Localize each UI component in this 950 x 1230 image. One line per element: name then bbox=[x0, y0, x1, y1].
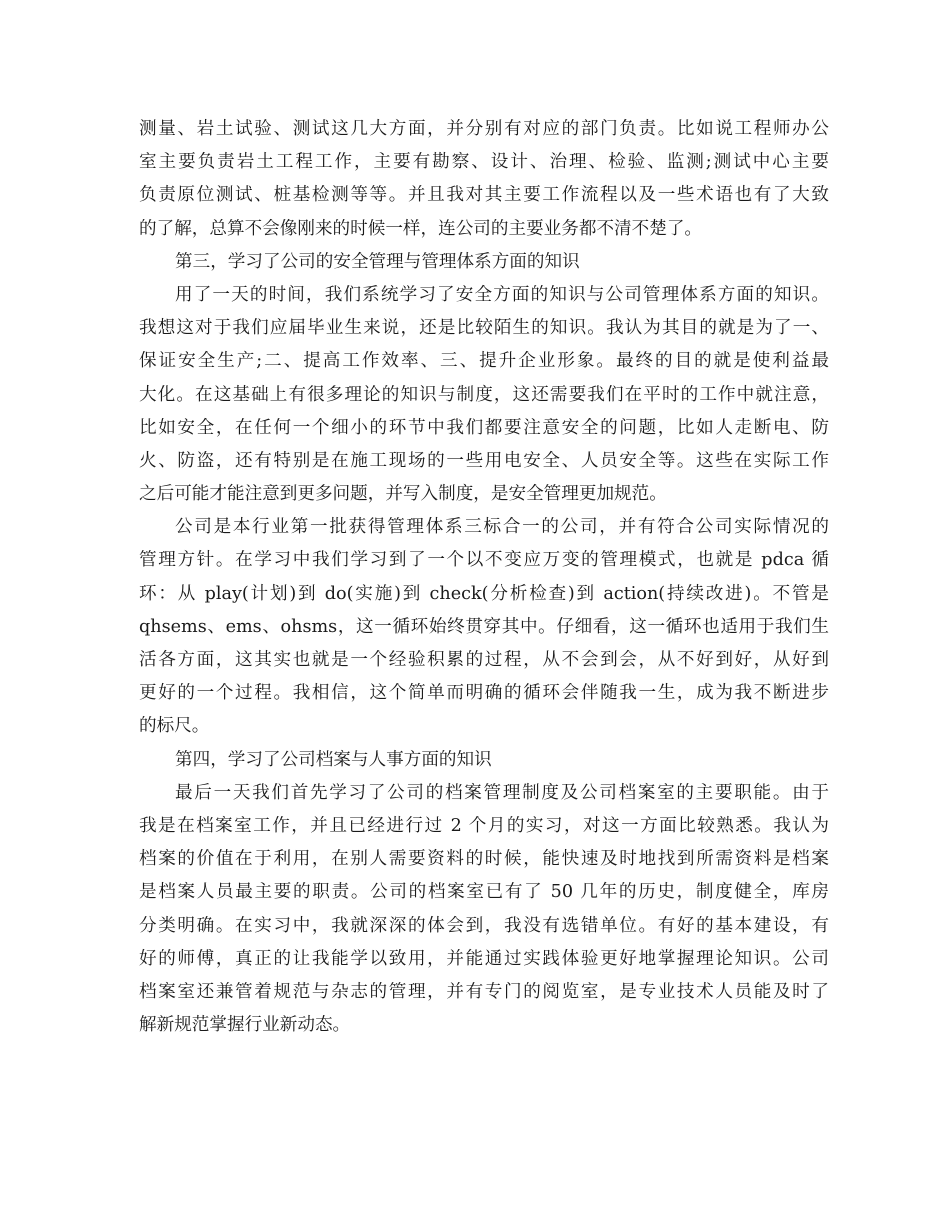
text-line: 保证安全生产;二、提高工作效率、三、提升企业形象。最终的目的就是使利益最 bbox=[139, 351, 829, 372]
text-line: 的了解，总算不会像刚来的时候一样，连公司的主要业务都不清不楚了。 bbox=[139, 218, 703, 239]
text-line: 的标尺。 bbox=[139, 716, 210, 737]
text-line: 档案室还兼管着规范与杂志的管理，并有专门的阅览室，是专业技术人员能及时了 bbox=[139, 981, 829, 1002]
text-line: 解新规范掌握行业新动态。 bbox=[139, 1015, 351, 1036]
text-line: 更好的一个过程。我相信，这个简单而明确的循环会伴随我一生，成为我不断进步 bbox=[139, 683, 829, 704]
text-line: 大化。在这基础上有很多理论的知识与制度，这还需要我们在平时的工作中就注意， bbox=[139, 384, 829, 405]
text-line: qhsems、ems、ohsms，这一循环始终贯穿其中。仔细看，这一循环也适用于我们生 bbox=[139, 616, 829, 637]
text-line: 好的师傅，真正的让我能学以致用，并能通过实践体验更好地掌握理论知识。公司 bbox=[139, 948, 829, 969]
text-line: 档案的价值在于利用，在别人需要资料的时候，能快速及时地找到所需资料是档案 bbox=[139, 849, 829, 870]
text-line: 我想这对于我们应届毕业生来说，还是比较陌生的知识。我认为其目的就是为了一、 bbox=[139, 318, 829, 339]
text-line: 负责原位测试、桩基检测等等。并且我对其主要工作流程以及一些术语也有了大致 bbox=[139, 185, 829, 206]
text-line: 我是在档案室工作，并且已经进行过 2 个月的实习，对这一方面比较熟悉。我认为 bbox=[139, 815, 829, 836]
text-line: 室主要负责岩土工程工作，主要有勘察、设计、治理、检验、监测;测试中心主要 bbox=[139, 152, 829, 173]
text-line: 是档案人员最主要的职责。公司的档案室已有了 50 几年的历史，制度健全，库房 bbox=[139, 882, 829, 903]
paragraph-first-line: 第三，学习了公司的安全管理与管理体系方面的知识 bbox=[175, 251, 580, 272]
text-line: 管理方针。在学习中我们学习到了一个以不变应万变的管理模式，也就是 pdca 循 bbox=[139, 550, 829, 571]
paragraph-first-line: 用了一天的时间，我们系统学习了安全方面的知识与公司管理体系方面的知识。 bbox=[175, 284, 829, 305]
text-line: 环：从 play(计划)到 do(实施)到 check(分析检查)到 action(持续改进)。不管是 bbox=[139, 583, 829, 604]
text-line: 分类明确。在实习中，我就深深的体会到，我没有选错单位。有好的基本建设，有 bbox=[139, 915, 829, 936]
document-body bbox=[139, 113, 829, 1042]
paragraph-first-line: 最后一天我们首先学习了公司的档案管理制度及公司档案室的主要职能。由于 bbox=[175, 782, 829, 803]
paragraph-first-line: 公司是本行业第一批获得管理体系三标合一的公司，并有符合公司实际情况的 bbox=[175, 517, 829, 538]
text-line: 之后可能才能注意到更多问题，并写入制度，是安全管理更加规范。 bbox=[139, 484, 667, 505]
text-line: 火、防盗，还有特别是在施工现场的一些用电安全、人员安全等。这些在实际工作 bbox=[139, 450, 829, 471]
text-line: 测量、岩土试验、测试这几大方面，并分别有对应的部门负责。比如说工程师办公 bbox=[139, 119, 829, 139]
paragraph-first-line: 第四，学习了公司档案与人事方面的知识 bbox=[175, 749, 492, 770]
text-line: 比如安全，在任何一个细小的环节中我们都要注意安全的问题，比如人走断电、防 bbox=[139, 417, 829, 438]
text-line: 活各方面，这其实也就是一个经验积累的过程，从不会到会，从不好到好，从好到 bbox=[139, 650, 829, 670]
